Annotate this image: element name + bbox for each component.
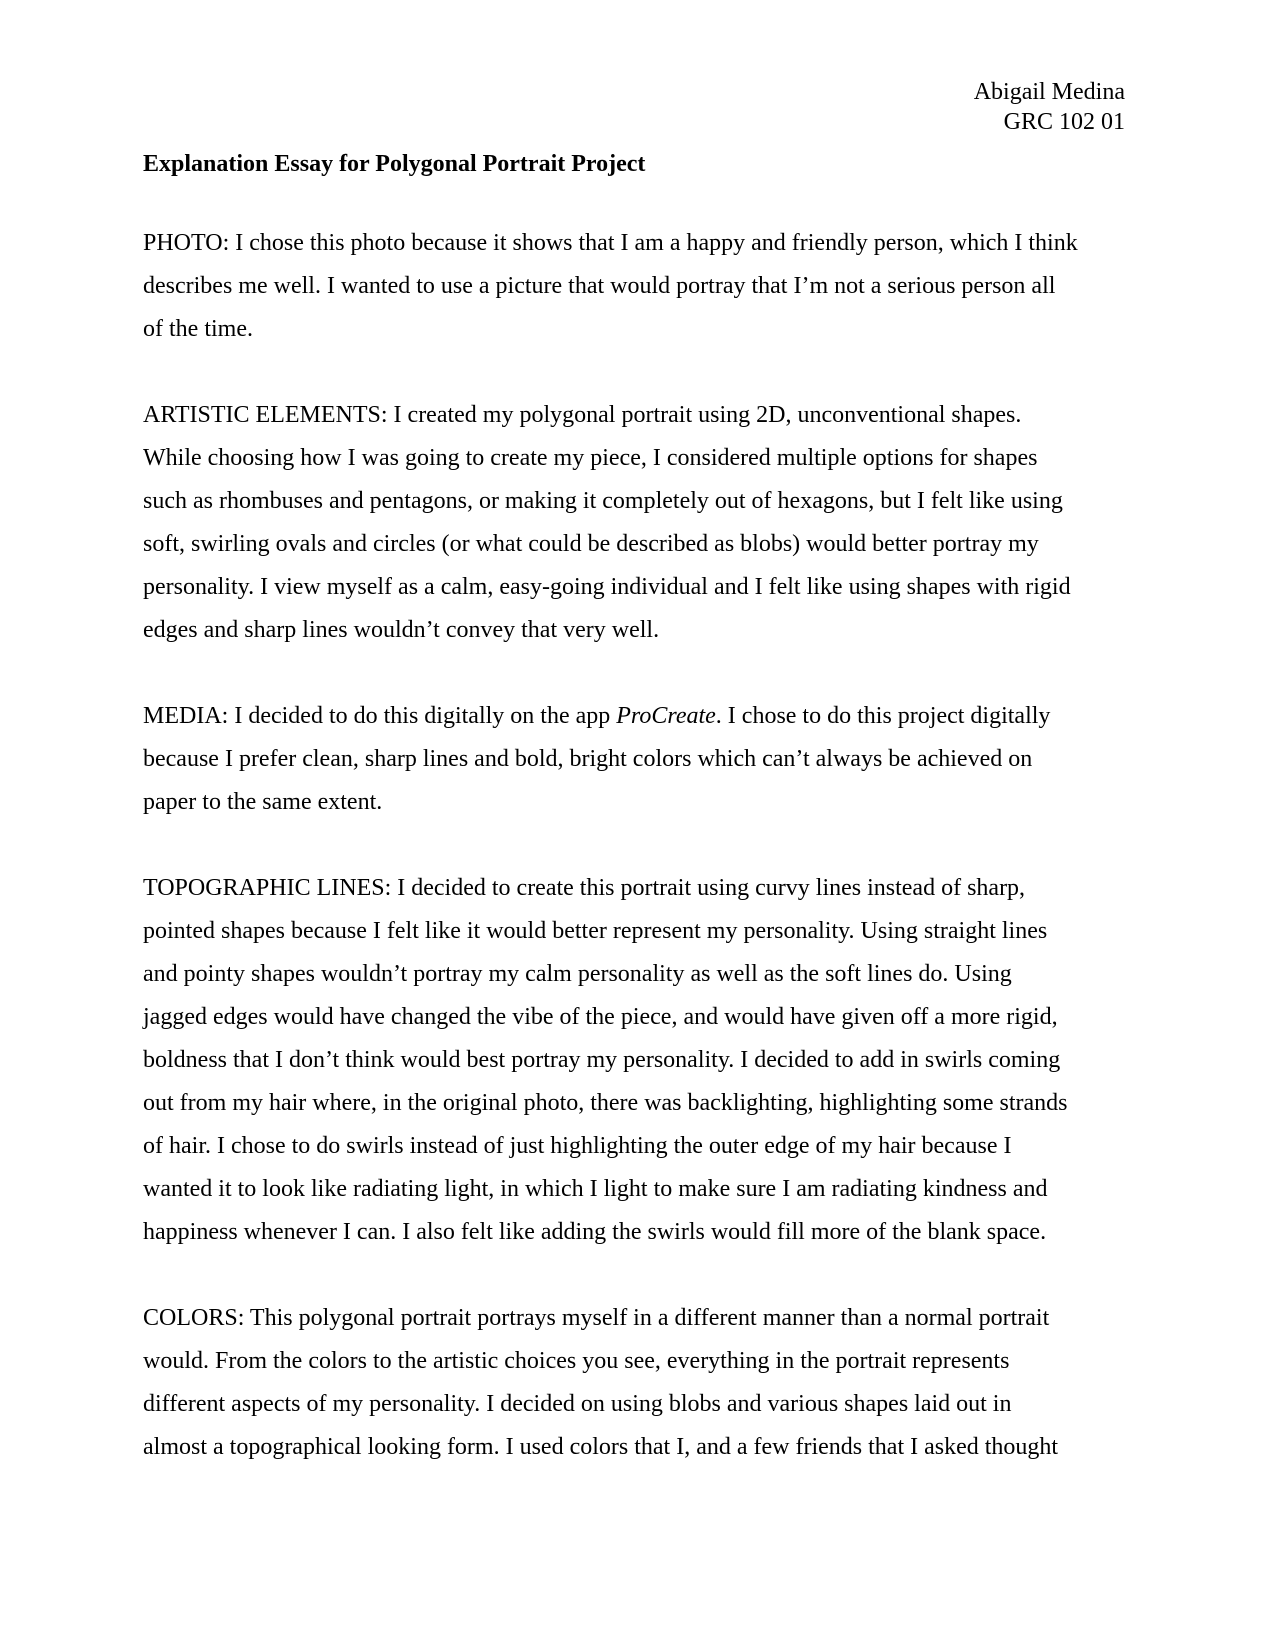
text-line: describes me well. I wanted to use a picture that would portray that I’m not a serious person all — [143, 273, 1056, 299]
text-line: ARTISTIC ELEMENTS: I created my polygonal portrait using 2D, unconventional shapes. — [143, 402, 1022, 428]
text-line: While choosing how I was going to create my piece, I considered multiple options for shapes — [143, 445, 1038, 471]
text-line: COLORS: This polygonal portrait portrays myself in a different manner than a normal portrait — [143, 1305, 1050, 1331]
text-line: happiness whenever I can. I also felt like adding the swirls would fill more of the blank space. — [143, 1219, 1047, 1245]
text-line: wanted it to look like radiating light, in which I light to make sure I am radiating kindness and — [143, 1176, 1048, 1202]
text-line: because I prefer clean, sharp lines and bold, bright colors which can’t always be achieved on — [143, 746, 1033, 772]
text-line: soft, swirling ovals and circles (or what could be described as blobs) would better portray my — [143, 531, 1039, 557]
paragraph-media — [143, 695, 1125, 824]
text-line: and pointy shapes wouldn’t portray my calm personality as well as the soft lines do. Using — [143, 961, 1012, 987]
text-line: MEDIA: I decided to do this digitally on the app ProCreate. I chose to do this project digitally — [143, 703, 1051, 729]
text-line: edges and sharp lines wouldn’t convey that very well. — [143, 617, 660, 643]
text-line: almost a topographical looking form. I used colors that I, and a few friends that I asked thought — [143, 1434, 1059, 1460]
paragraph-topographic-lines — [143, 867, 1125, 1254]
text-line: of hair. I chose to do swirls instead of just highlighting the outer edge of my hair because I — [143, 1133, 1012, 1159]
text-line: jagged edges would have changed the vibe of the piece, and would have given off a more rigid, — [143, 1004, 1058, 1030]
text-line: personality. I view myself as a calm, easy-going individual and I felt like using shapes with rigid — [143, 574, 1071, 600]
text-line: paper to the same extent. — [143, 789, 383, 815]
paragraph-artistic-elements — [143, 394, 1125, 652]
text-line: would. From the colors to the artistic choices you see, everything in the portrait represents — [143, 1348, 1010, 1374]
text-line: PHOTO: I chose this photo because it shows that I am a happy and friendly person, which I think — [143, 230, 1078, 256]
author-name: Abigail Medina — [973, 79, 1125, 105]
essay-body — [143, 222, 1125, 1469]
text-line: different aspects of my personality. I decided on using blobs and various shapes laid out in — [143, 1391, 1012, 1417]
paragraph-photo — [143, 222, 1125, 351]
text-line: pointed shapes because I felt like it would better represent my personality. Using straight lines — [143, 918, 1048, 944]
course-id: GRC 102 01 — [1003, 109, 1125, 135]
text-line: boldness that I don’t think would best portray my personality. I decided to add in swirls coming — [143, 1047, 1061, 1073]
text-line: out from my hair where, in the original photo, there was backlighting, highlighting some strands — [143, 1090, 1068, 1116]
text-line: TOPOGRAPHIC LINES: I decided to create this portrait using curvy lines instead of sharp, — [143, 875, 1026, 901]
italic-text: ProCreate — [616, 703, 716, 729]
text-line: such as rhombuses and pentagons, or making it completely out of hexagons, but I felt like using — [143, 488, 1063, 514]
paragraph-colors — [143, 1297, 1125, 1469]
essay-title: Explanation Essay for Polygonal Portrait Project — [143, 151, 646, 177]
text-line: of the time. — [143, 316, 253, 342]
document-header — [143, 77, 1125, 137]
